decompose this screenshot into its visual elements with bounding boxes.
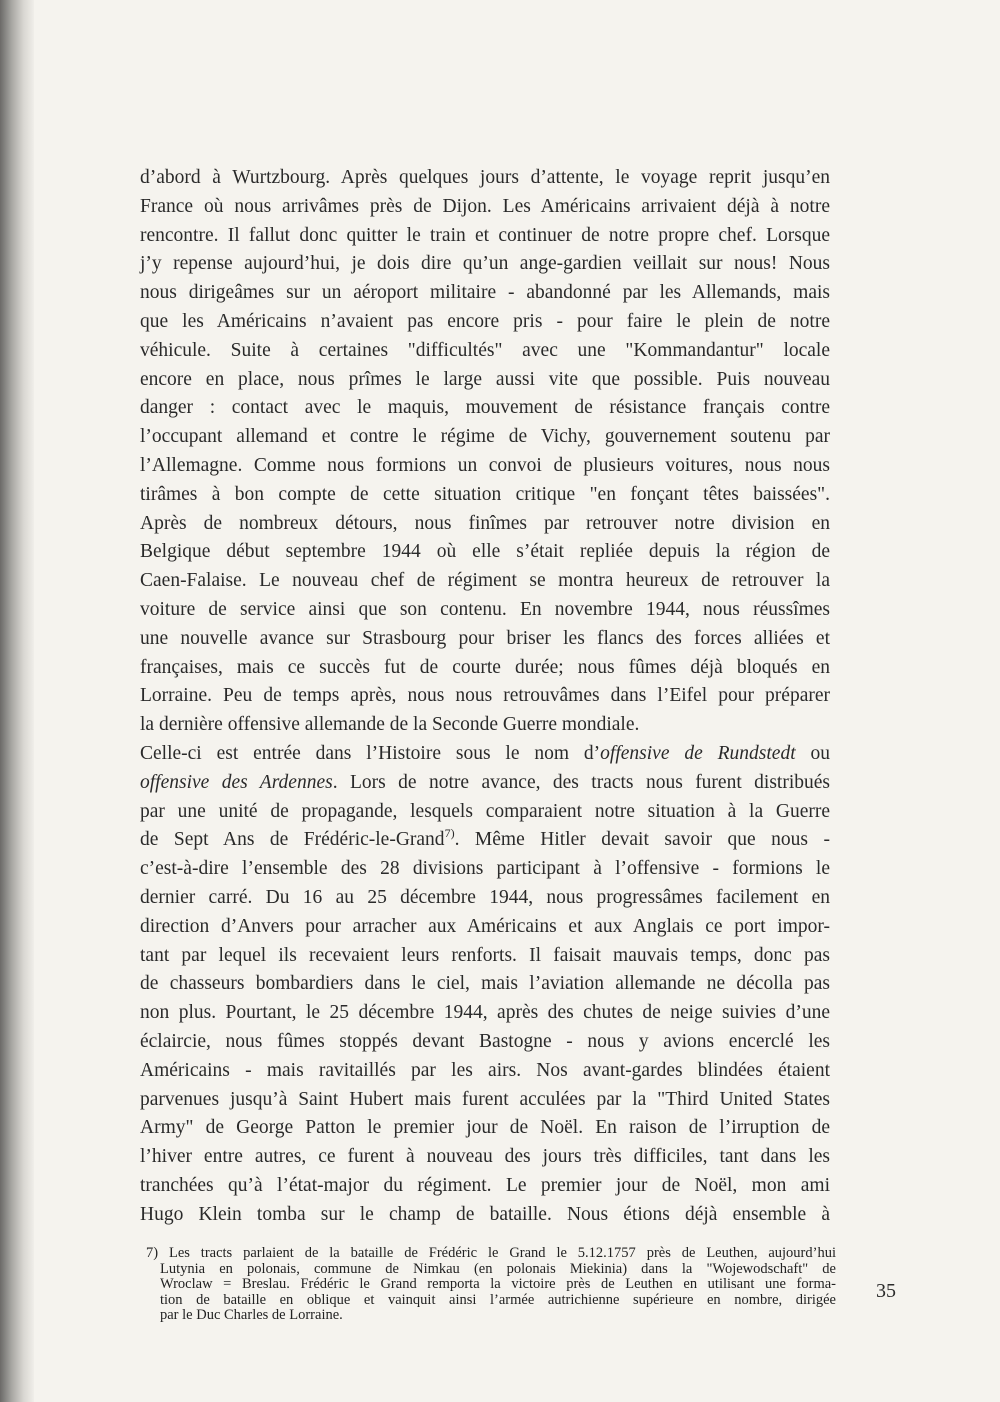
footnote-line: 7) Les tracts parlaient de la bataille de Frédéric le Grand le 5.12.1757 près de Leuthen, aujourd’hui [146, 1245, 836, 1261]
footnote-line: Wroclaw = Breslau. Frédéric le Grand remporta la victoire près de Leuthen en utilisant une forma- [160, 1276, 836, 1292]
text-segment: d’abord à Wurtzbourg. Après quelques jours d’attente, le voyage reprit jusqu’en [140, 167, 830, 188]
text-line [140, 452, 830, 481]
text-segment: . Même Hitler devait savoir que nous - [454, 829, 830, 851]
text-segment: danger : contact avec le maquis, mouvement de résistance français contre [140, 397, 830, 419]
text-line [140, 711, 830, 740]
text-segment: Lorraine. Peu de temps après, nous nous retrouvâmes dans l’Eifel pour préparer [140, 685, 830, 707]
text-line [140, 308, 830, 337]
text-segment: parvenues jusqu’à Saint Hubert mais furent acculées par la "Third United States [140, 1088, 830, 1110]
text-line [140, 250, 830, 279]
text-segment: offensive de Rundstedt [600, 742, 796, 764]
text-segment: éclaircie, nous fûmes stoppés devant Bastogne - nous y avions encerclé les [140, 1030, 830, 1052]
text-line [140, 999, 830, 1028]
text-segment: la dernière offensive allemande de la Seconde Guerre mondiale. [140, 714, 640, 736]
text-line [140, 740, 830, 769]
text-line [140, 481, 830, 510]
text-segment: Caen-Falaise. Le nouveau chef de régiment se montra heureux de retrouver la [140, 570, 830, 592]
text-line [140, 798, 830, 827]
text-segment: de Sept Ans de Frédéric-le-Grand [140, 829, 445, 851]
text-line [140, 279, 830, 308]
text-segment: tirâmes à bon compte de cette situation critique "en fonçant têtes baissées". [140, 483, 830, 505]
text-segment: j’y repense aujourd’hui, je dois dire qu’un ange-gardien veillait sur nous! Nous [140, 253, 830, 275]
text-segment: de chasseurs bombardiers dans le ciel, mais l’aviation allemande ne décolla pas [140, 973, 830, 995]
text-line [140, 1172, 830, 1201]
text-segment: l’Allemagne. Comme nous formions un convoi de plusieurs voitures, nous nous [140, 454, 830, 476]
text-line [140, 682, 830, 711]
text-segment: rencontre. Il fallut donc quitter le train et continuer de notre propre chef. Lorsque [140, 224, 830, 246]
text-line [140, 394, 830, 423]
text-segment: Belgique début septembre 1944 où elle s’était repliée depuis la région de [140, 541, 830, 563]
text-segment: France où nous arrivâmes près de Dijon. Les Américains arrivaient déjà à notre [140, 195, 830, 217]
text-segment: nous dirigeâmes sur un aéroport militaire - abandonné par les Allemands, mais [140, 282, 830, 304]
text-line [140, 366, 830, 395]
text-segment: Celle-ci est entrée dans l’Histoire sous le nom d’ [140, 742, 601, 764]
text-segment: l’occupant allemand et contre le régime de Vichy, gouvernement soutenu par [140, 426, 830, 448]
page-number: 35 [876, 1280, 896, 1302]
text-segment: . Lors de notre avance, des tracts nous furent distribués [332, 771, 830, 793]
text-segment: non plus. Pourtant, le 25 décembre 1944, après des chutes de neige suivies d’une [140, 1002, 830, 1024]
text-line [140, 654, 830, 683]
text-line [140, 222, 830, 251]
text-line [140, 970, 830, 999]
footnote [146, 1246, 836, 1324]
footnote-line: tion de bataille en oblique et vainquit ainsi l’armée autrichienne supérieure en nombre, dirigée [160, 1291, 836, 1308]
text-line [140, 942, 830, 971]
text-segment: véhicule. Suite à certaines "difficultés" avec une "Kommandantur" locale [140, 339, 830, 361]
text-line [140, 1086, 830, 1115]
text-line [140, 596, 830, 625]
text-line [140, 769, 830, 798]
text-segment: que les Américains n’avaient pas encore pris - pour faire le plein de notre [140, 310, 830, 332]
text-segment: françaises, mais ce succès fut de courte durée; nous fûmes déjà bloqués en [140, 656, 830, 678]
text-line [140, 625, 830, 654]
text-line [140, 826, 830, 855]
text-segment: dernier carré. Du 16 au 25 décembre 1944, nous progressâmes facilement en [140, 886, 830, 908]
text-line [140, 1057, 830, 1086]
text-segment: Army" de George Patton le premier jour de Noël. En raison de l’irruption de [140, 1117, 830, 1139]
text-line [140, 567, 830, 596]
text-segment: Hugo Klein tomba sur le champ de bataille. Nous étions déjà ensemble à [140, 1203, 830, 1225]
text-segment: ou [795, 742, 831, 764]
text-line [140, 510, 830, 539]
text-line [140, 193, 830, 222]
book-binding-edge [0, 0, 34, 1402]
text-segment: l’hiver entre autres, ce furent à nouveau des jours très difficiles, tant dans les [140, 1146, 830, 1168]
body-text [140, 164, 830, 1229]
text-segment: c’est-à-dire l’ensemble des 28 divisions participant à l’offensive - formions le [140, 858, 830, 880]
text-line [140, 423, 830, 452]
text-line [140, 1114, 830, 1143]
text-line [140, 1028, 830, 1057]
text-line [140, 337, 830, 366]
text-segment: direction d’Anvers pour arracher aux Américains et aux Anglais ce port impor- [140, 915, 830, 937]
text-segment: offensive des Ardennes [140, 771, 333, 793]
text-segment: Après de nombreux détours, nous finîmes par retrouver notre division en [140, 512, 830, 534]
text-line [140, 855, 830, 884]
text-segment: encore en place, nous prîmes le large aussi vite que possible. Puis nouveau [140, 368, 830, 390]
text-line [140, 913, 830, 942]
text-segment: tranchées qu’à l’état-major du régiment. Le premier jour de Noël, mon ami [140, 1174, 830, 1196]
footnote-line: par le Duc Charles de Lorraine. [160, 1307, 343, 1323]
text-segment: Américains - mais ravitaillés par les airs. Nos avant-gardes blindées étaient [140, 1059, 830, 1081]
footnote-line: Lutynia en polonais, commune de Nimkau (en polonais Miekinia) dans la "Wojewodschaft" de [160, 1260, 836, 1277]
footnote-reference: 7) [444, 826, 455, 841]
text-line [140, 1201, 830, 1230]
text-segment: tant par lequel ils recevaient leurs renforts. Il faisait mauvais temps, donc pas [140, 944, 830, 966]
text-line [140, 164, 830, 193]
text-segment: une nouvelle avance sur Strasbourg pour briser les flancs des forces alliées et [140, 627, 830, 649]
text-segment: par une unité de propagande, lesquels comparaient notre situation à la Guerre [140, 800, 830, 822]
text-line [140, 1143, 830, 1172]
text-line [140, 884, 830, 913]
text-segment: voiture de service ainsi que son contenu. En novembre 1944, nous réussîmes [140, 598, 830, 620]
text-line [140, 538, 830, 567]
